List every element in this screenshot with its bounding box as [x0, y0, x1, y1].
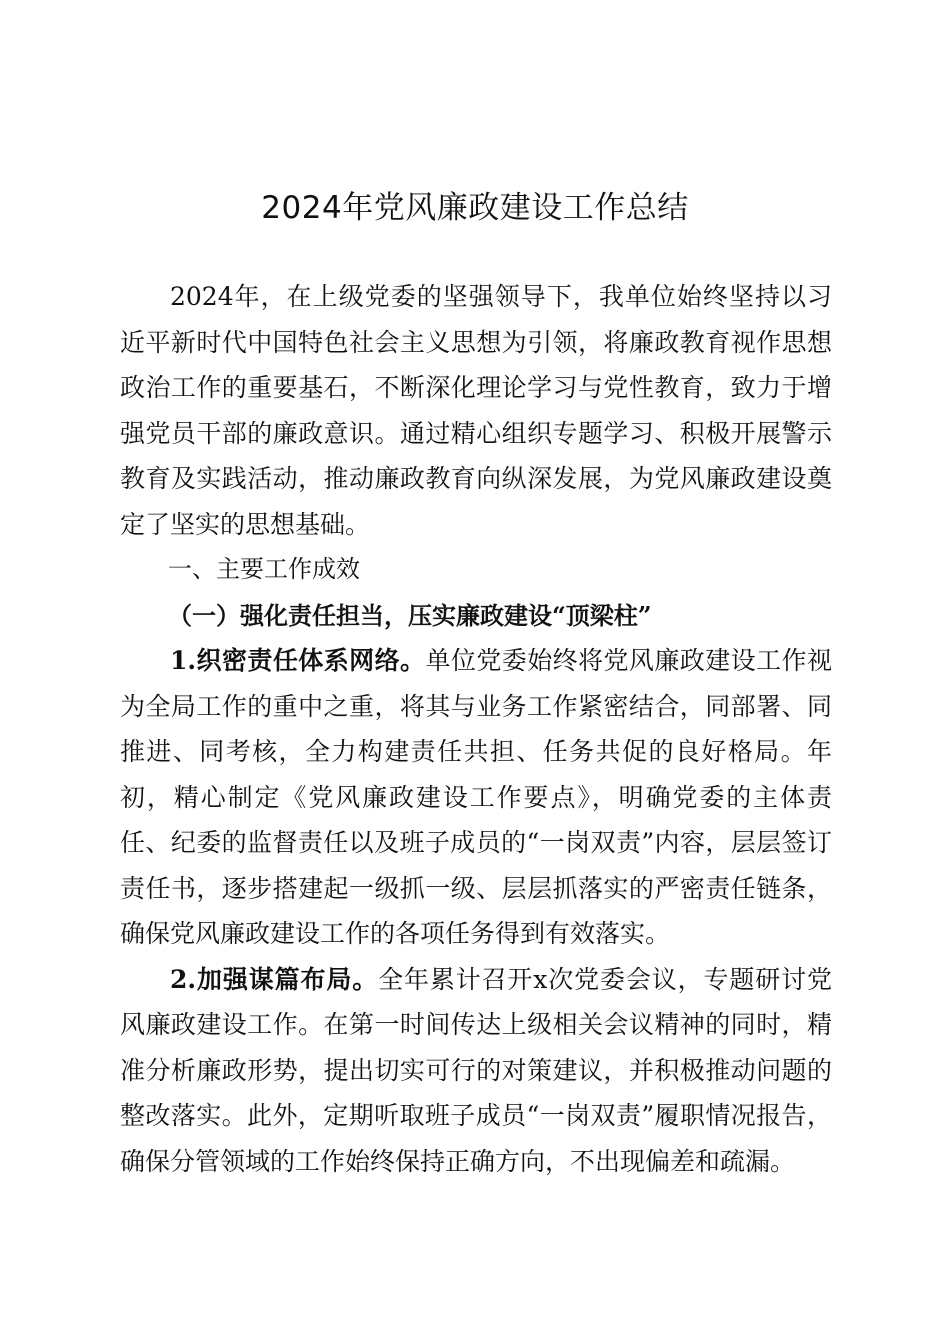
section-heading: 一、主要工作成效: [168, 555, 360, 583]
item-2-text: 全年累计召开x次党委会议，专题研讨党风廉政建设工作。在第一时间传达上级相关会议精神的同时，精准分析廉政形势，提出切实可行的对策建议，并积极推动问题的整改落实。此外，定期听取班子成员“一岗双责”履职情况报告，确保分管领域的工作始终保持正确方向，不出现偏差和疏漏。: [120, 964, 832, 1176]
intro-paragraph: 2024年，在上级党委的坚强领导下，我单位始终坚持以习近平新时代中国特色社会主义思想为引领，将廉政教育视作思想政治工作的重要基石，不断深化理论学习与党性教育，致力于增强党员干部的廉政意识。通过精心组织专题学习、积极开展警示教育及实践活动，推动廉政教育向纵深发展，为党风廉政建设奠定了坚实的思想基础。: [120, 282, 832, 539]
item-2-lead: 2.加强谋篇布局。: [170, 964, 379, 994]
subsection-heading: （一）强化责任担当，压实廉政建设“顶梁柱”: [168, 600, 652, 630]
item-1-lead: 1.织密责任体系网络。: [170, 646, 426, 675]
document-title: 2024年党风廉政建设工作总结: [261, 190, 689, 226]
item-1-paragraph: [120, 638, 832, 957]
document-body: [120, 274, 832, 1184]
item-1-text: 单位党委始终将党风廉政建设工作视为全局工作的重中之重，将其与业务工作紧密结合，同部署、同推进、同考核，全力构建责任共担、任务共促的良好格局。年初，精心制定《党风廉政建设工作要点》，明确党委的主体责任、纪委的监督责任以及班子成员的“一岗双责”内容，层层签订责任书，逐步搭建起一级抓一级、层层抓落实的严密责任链条，确保党风廉政建设工作的各项任务得到有效落实。: [120, 646, 832, 948]
item-2-paragraph: [120, 957, 832, 1185]
